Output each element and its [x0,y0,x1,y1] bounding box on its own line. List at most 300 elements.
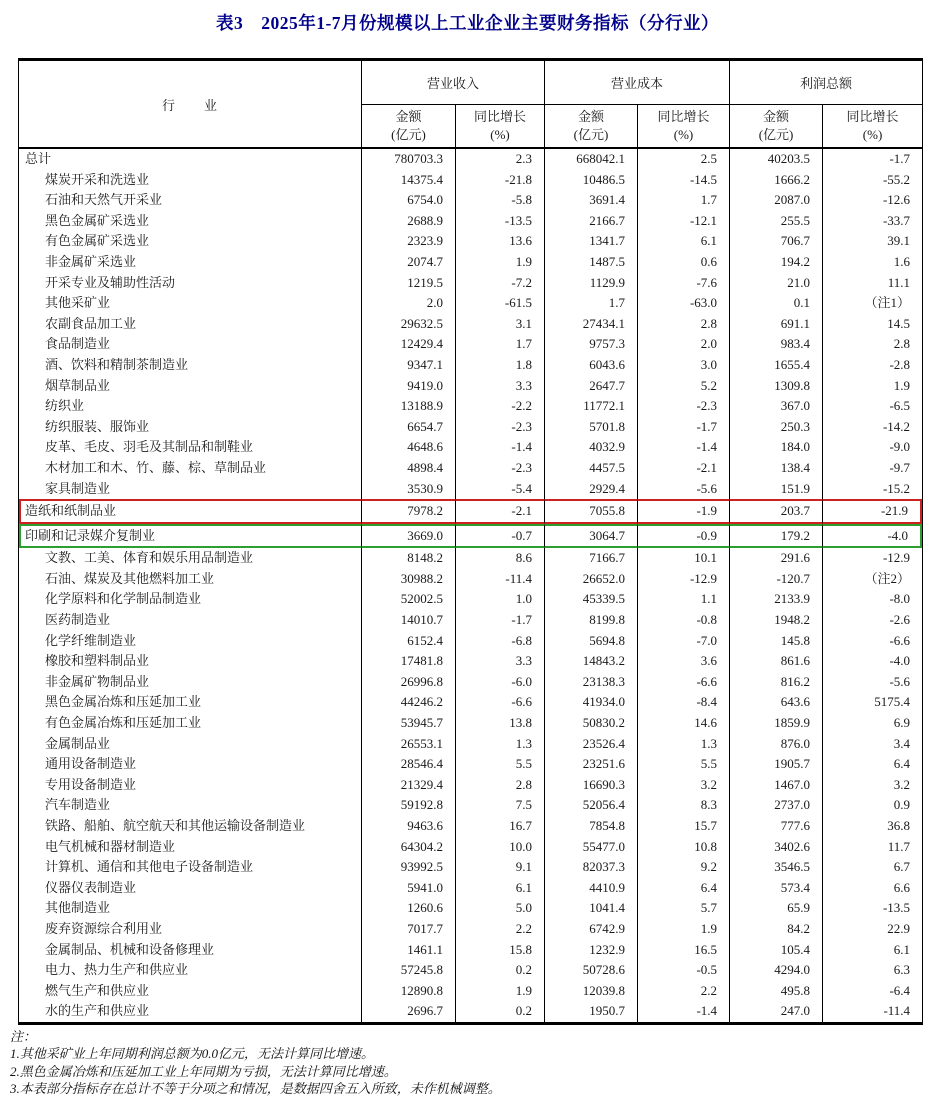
value-cell: -13.5 [882,900,911,916]
col-header-revenue-amount [362,105,456,149]
footnote-1: 1.其他采矿业上年同期利润总额为0.0亿元，无法计算同比增速。 [10,1046,375,1062]
value-cell: （注2） [864,570,911,586]
value-cell: -11.4 [883,1003,911,1019]
industry-name-cell: 食品制造业 [19,334,362,355]
industry-name-cell: 医药制造业 [19,610,362,631]
value-cell: 14.6 [638,713,730,734]
value-cell: 5.2 [638,376,730,397]
value-cell: 3.2 [638,775,730,796]
industry-name-cell: 专用设备制造业 [19,775,362,796]
value-cell: 203.7 [730,499,823,524]
value-cell: 4457.5 [545,458,638,479]
value-cell: 45339.5 [545,589,638,610]
value-cell: 26996.8 [362,672,456,693]
value-cell: -1.9 [638,499,730,524]
industry-name-cell: 开采专业及辅助性活动 [19,273,362,294]
value-cell: 0.6 [638,252,730,273]
value-cell: 11.1 [887,274,911,290]
value-cell: 14843.2 [545,651,638,672]
value-cell: 3402.6 [730,837,823,858]
table-row [19,499,922,524]
value-cell: -120.7 [730,569,823,590]
subheader-line1: 金额 [395,109,422,124]
col-header-profit-amount [730,105,823,149]
value-cell: 5.5 [638,754,730,775]
subheader-line2: (亿元) [391,127,426,142]
value-cell: 0.1 [730,293,823,314]
value-cell: 2.2 [456,919,545,940]
value-cell: 23526.4 [545,734,638,755]
industry-name-cell: 有色金属冶炼和压延加工业 [19,713,362,734]
table-row [19,231,922,252]
table-row [19,610,922,631]
value-cell: -13.5 [456,211,545,232]
value-cell: -14.2 [882,418,911,434]
value-cell: 2696.7 [362,1001,456,1022]
value-cell: -0.7 [456,524,545,549]
value-cell: 5175.4 [874,694,911,710]
value-cell: 7854.8 [545,816,638,837]
table-row [19,713,922,734]
industry-name-cell: 铁路、船舶、航空航天和其他运输设备制造业 [19,816,362,837]
footnotes [10,1028,935,1098]
value-cell: -63.0 [638,293,730,314]
value-cell: 3669.0 [362,524,456,549]
value-cell: 2.8 [893,336,911,352]
industry-name-cell: 总计 [19,149,362,170]
value-cell: 6.9 [893,715,911,731]
value-cell: 57245.8 [362,960,456,981]
table-row [19,960,922,981]
value-cell: -11.4 [456,569,545,590]
value-cell: 2087.0 [730,190,823,211]
table-row [19,376,922,397]
value-cell: 59192.8 [362,795,456,816]
value-cell: 1.9 [456,981,545,1002]
value-cell: 3546.5 [730,857,823,878]
table-row [19,479,922,500]
value-cell: 1041.4 [545,898,638,919]
value-cell: -0.5 [638,960,730,981]
value-cell: 3.4 [893,735,911,751]
value-cell: 777.6 [730,816,823,837]
value-cell: -14.5 [638,170,730,191]
value-cell: 4294.0 [730,960,823,981]
table-body [19,149,922,1022]
value-cell: 145.8 [730,631,823,652]
value-cell: 8.3 [638,795,730,816]
value-cell: -7.2 [456,273,545,294]
value-cell: 255.5 [730,211,823,232]
value-cell: 13188.9 [362,396,456,417]
col-group-operating-revenue: 营业收入 [362,61,545,105]
value-cell: 10.1 [638,548,730,569]
value-cell: 50728.6 [545,960,638,981]
value-cell: -6.0 [456,672,545,693]
industry-name-cell: 金属制品业 [19,734,362,755]
value-cell: 2133.9 [730,589,823,610]
table-row [19,878,922,899]
industry-name-cell: 电气机械和器材制造业 [19,837,362,858]
value-cell: 1219.5 [362,273,456,294]
value-cell: 6.1 [893,941,911,957]
value-cell: 691.1 [730,314,823,335]
value-cell: -9.7 [889,459,911,475]
value-cell: -6.5 [889,398,911,414]
value-cell: -9.0 [889,439,911,455]
value-cell: 52002.5 [362,589,456,610]
value-cell: 21329.4 [362,775,456,796]
value-cell: 816.2 [730,672,823,693]
col-group-total-profit: 利润总额 [730,61,922,105]
value-cell: 6654.7 [362,417,456,438]
table-row [19,857,922,878]
col-header-cost-amount [545,105,638,149]
value-cell: 179.2 [730,524,823,549]
value-cell: 4648.6 [362,437,456,458]
value-cell: 7055.8 [545,499,638,524]
value-cell: 8.6 [456,548,545,569]
industry-name-cell: 金属制品、机械和设备修理业 [19,940,362,961]
industry-name-cell: 纺织服装、服饰业 [19,417,362,438]
industry-name-cell: 废弃资源综合利用业 [19,919,362,940]
value-cell: 495.8 [730,981,823,1002]
value-cell: -2.3 [638,396,730,417]
value-cell: -21.9 [823,499,922,524]
value-cell: -2.1 [638,458,730,479]
value-cell: 1461.1 [362,940,456,961]
value-cell: 2.8 [456,775,545,796]
industry-name-cell: 酒、饮料和精制茶制造业 [19,355,362,376]
industry-name-cell: 电力、热力生产和供应业 [19,960,362,981]
value-cell: 3064.7 [545,524,638,549]
value-cell: 9347.1 [362,355,456,376]
industry-name-cell: 有色金属矿采选业 [19,231,362,252]
subheader-line2: (亿元) [758,127,794,142]
value-cell: 151.9 [730,479,823,500]
value-cell: 9757.3 [545,334,638,355]
value-cell: 39.1 [887,233,911,249]
table-row [19,211,922,232]
value-cell: 194.2 [730,252,823,273]
industry-name-cell: 农副食品加工业 [19,314,362,335]
value-cell: -1.7 [889,151,911,166]
value-cell: 1859.9 [730,713,823,734]
industry-name-cell: 汽车制造业 [19,795,362,816]
value-cell: 6754.0 [362,190,456,211]
table-row [19,672,922,693]
value-cell: 2166.7 [545,211,638,232]
value-cell: 1.7 [638,190,730,211]
industry-name-cell: 家具制造业 [19,479,362,500]
value-cell: 10.0 [456,837,545,858]
value-cell: 2647.7 [545,376,638,397]
value-cell: 14010.7 [362,610,456,631]
industry-name-cell: 皮革、毛皮、羽毛及其制品和制鞋业 [19,437,362,458]
value-cell: -1.7 [638,417,730,438]
table-row [19,314,922,335]
value-cell: 8148.2 [362,548,456,569]
value-cell: 6152.4 [362,631,456,652]
value-cell: 2.0 [362,293,456,314]
value-cell: 367.0 [730,396,823,417]
value-cell: 36.8 [887,818,911,833]
value-cell: 1.7 [545,293,638,314]
value-cell: 876.0 [730,734,823,755]
value-cell: -1.4 [638,1001,730,1022]
value-cell: 6.7 [893,859,911,875]
value-cell: 27434.1 [545,314,638,335]
value-cell: 16.7 [456,816,545,837]
value-cell: -55.2 [882,171,911,187]
industry-name-cell: 通用设备制造业 [19,754,362,775]
col-header-industry: 行 业 [19,61,362,149]
value-cell: -5.6 [889,673,911,689]
value-cell: 93992.5 [362,857,456,878]
value-cell: -6.6 [889,632,911,648]
value-cell: 14.5 [887,315,911,331]
value-cell: 40203.5 [730,149,823,170]
value-cell: -12.9 [638,569,730,590]
value-cell: -33.7 [882,212,911,228]
value-cell: -15.2 [882,480,911,496]
table-row [19,273,922,294]
subheader-line2: (%) [490,127,510,142]
table-row [19,293,922,314]
table-row [19,631,922,652]
value-cell: 84.2 [730,919,823,940]
value-cell: 6.3 [893,962,911,978]
value-cell: -5.8 [456,190,545,211]
value-cell: 0.2 [456,1001,545,1022]
table-row [19,548,922,569]
value-cell: 8199.8 [545,610,638,631]
col-group-operating-cost: 营业成本 [545,61,730,105]
value-cell: 16.5 [638,940,730,961]
table-row [19,437,922,458]
value-cell: 1.9 [638,919,730,940]
value-cell: 9.2 [638,857,730,878]
table-row [19,898,922,919]
value-cell: -5.4 [456,479,545,500]
value-cell: 5.0 [456,898,545,919]
value-cell: 6043.6 [545,355,638,376]
table-row [19,396,922,417]
value-cell: 6.1 [456,878,545,899]
industry-name-cell: 木材加工和木、竹、藤、棕、草制品业 [19,458,362,479]
value-cell: 12429.4 [362,334,456,355]
subheader-line1: 金额 [763,109,790,124]
value-cell: 26553.1 [362,734,456,755]
table-row [19,252,922,273]
value-cell: 643.6 [730,692,823,713]
value-cell: 780703.3 [362,149,456,170]
value-cell: -2.8 [889,356,911,372]
subheader-line2: (%) [673,127,694,142]
value-cell: 44246.2 [362,692,456,713]
value-cell: 50830.2 [545,713,638,734]
value-cell: 706.7 [730,231,823,252]
value-cell: 10.8 [638,837,730,858]
value-cell: 41934.0 [545,692,638,713]
col-header-cost-growth [638,105,730,149]
value-cell: -2.2 [456,396,545,417]
value-cell: -7.6 [638,273,730,294]
value-cell: 1232.9 [545,940,638,961]
value-cell: -2.3 [456,417,545,438]
page-title: 表3 2025年1-7月份规模以上工业企业主要财务指标（分行业） [215,13,720,33]
industry-name-cell: 燃气生产和供应业 [19,981,362,1002]
value-cell: 5.5 [456,754,545,775]
value-cell: 1.7 [456,334,545,355]
value-cell: 291.6 [730,548,823,569]
industry-name-cell: 纺织业 [19,396,362,417]
value-cell: 1487.5 [545,252,638,273]
footnote-2: 2.黑色金属冶炼和压延加工业上年同期为亏损，无法计算同比增速。 [10,1063,397,1079]
subheader-line2: (亿元) [573,127,609,142]
value-cell: -8.0 [889,591,911,607]
value-cell: 4032.9 [545,437,638,458]
value-cell: 0.2 [456,960,545,981]
value-cell: 1.3 [638,734,730,755]
value-cell: -1.4 [456,437,545,458]
value-cell: 1.8 [456,355,545,376]
table-row [19,754,922,775]
value-cell: 861.6 [730,651,823,672]
value-cell: 82037.3 [545,857,638,878]
value-cell: 1.9 [893,377,911,393]
footnotes-label: 注： [10,1028,37,1044]
financial-indicators-table [18,58,923,1025]
value-cell: 9.1 [456,857,545,878]
value-cell: 3.3 [456,651,545,672]
table-row [19,919,922,940]
value-cell: 14375.4 [362,170,456,191]
subheader-line1: 同比增长 [657,109,710,124]
value-cell: 7166.7 [545,548,638,569]
value-cell: 11.7 [887,838,911,854]
value-cell: 3.2 [893,776,911,792]
value-cell: 65.9 [730,898,823,919]
value-cell: 2.2 [638,981,730,1002]
value-cell: 6742.9 [545,919,638,940]
industry-name-cell: 化学原料和化学制品制造业 [19,589,362,610]
value-cell: -8.4 [638,692,730,713]
table-row [19,981,922,1002]
value-cell: 1.0 [456,589,545,610]
table-row [19,170,922,191]
value-cell: -4.0 [823,524,922,549]
value-cell: 3.0 [638,355,730,376]
industry-name-cell: 石油和天然气开采业 [19,190,362,211]
value-cell: 2.0 [638,334,730,355]
value-cell: 1309.8 [730,376,823,397]
table-row [19,651,922,672]
value-cell: 1.1 [638,589,730,610]
value-cell: -12.9 [882,550,911,566]
value-cell: 6.6 [893,879,911,895]
value-cell: 4898.4 [362,458,456,479]
value-cell: -6.8 [456,631,545,652]
value-cell: 9463.6 [362,816,456,837]
value-cell: 16690.3 [545,775,638,796]
value-cell: -7.0 [638,631,730,652]
value-cell: 1129.9 [545,273,638,294]
value-cell: 1905.7 [730,754,823,775]
value-cell: -6.6 [456,692,545,713]
table-row [19,190,922,211]
value-cell: 22.9 [887,920,911,936]
subheader-line1: 金额 [578,109,605,124]
value-cell: 15.7 [638,816,730,837]
value-cell: 7017.7 [362,919,456,940]
industry-name-cell: 非金属矿采选业 [19,252,362,273]
value-cell: -21.8 [456,170,545,191]
value-cell: 3530.9 [362,479,456,500]
value-cell: -1.7 [456,610,545,631]
subheader-line1: 同比增长 [474,109,527,124]
industry-name-cell: 非金属矿物制品业 [19,672,362,693]
table-row [19,417,922,438]
value-cell: 5941.0 [362,878,456,899]
table-row [19,589,922,610]
value-cell: 1.9 [456,252,545,273]
value-cell: 6.4 [638,878,730,899]
value-cell: 5.7 [638,898,730,919]
table-row [19,816,922,837]
value-cell: 1.6 [893,253,911,269]
table-row [19,524,922,549]
value-cell: 28546.4 [362,754,456,775]
value-cell: 2.3 [456,149,545,170]
value-cell: 23251.6 [545,754,638,775]
table-row [19,775,922,796]
table-row [19,795,922,816]
value-cell: 1341.7 [545,231,638,252]
industry-name-cell: 其他采矿业 [19,293,362,314]
value-cell: 573.4 [730,878,823,899]
value-cell: 1260.6 [362,898,456,919]
value-cell: 2074.7 [362,252,456,273]
value-cell: 3.3 [456,376,545,397]
industry-name-cell: 印刷和记录媒介复制业 [19,524,362,549]
value-cell: -4.0 [889,653,911,669]
value-cell: 5694.8 [545,631,638,652]
value-cell: 1950.7 [545,1001,638,1022]
industry-name-cell: 石油、煤炭及其他燃料加工业 [19,569,362,590]
industry-name-cell: 黑色金属冶炼和压延加工业 [19,692,362,713]
value-cell: 0.9 [893,797,911,813]
value-cell: 4410.9 [545,878,638,899]
value-cell: 7978.2 [362,499,456,524]
industry-name-cell: 文教、工美、体育和娱乐用品制造业 [19,548,362,569]
table-row [19,837,922,858]
industry-name-cell: 橡胶和塑料制品业 [19,651,362,672]
value-cell: 17481.8 [362,651,456,672]
value-cell: 2688.9 [362,211,456,232]
industry-name-cell: 水的生产和供应业 [19,1001,362,1022]
value-cell: 13.8 [456,713,545,734]
value-cell: 15.8 [456,940,545,961]
industry-name-cell: 化学纤维制造业 [19,631,362,652]
value-cell: 105.4 [730,940,823,961]
table-row [19,1001,922,1022]
table-row [19,334,922,355]
col-header-revenue-growth [456,105,545,149]
table-row [19,355,922,376]
table-row [19,569,922,590]
subheader-line1: 同比增长 [846,109,899,124]
